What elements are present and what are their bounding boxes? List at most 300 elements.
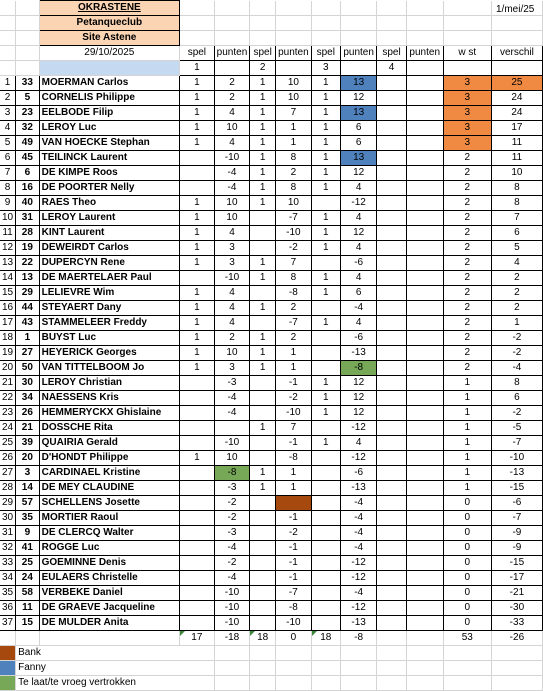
punten-2: 10	[276, 91, 312, 106]
player-number: 32	[16, 121, 39, 136]
spel-2	[250, 376, 276, 391]
punten-2: 10	[276, 196, 312, 211]
verschil: -6	[491, 496, 542, 511]
punten-1	[214, 421, 250, 436]
rank-cell: 12	[0, 241, 16, 256]
w-st: 2	[443, 241, 491, 256]
punten-3: 4	[340, 271, 377, 286]
spel-1	[180, 151, 215, 166]
date-subheader	[39, 61, 179, 76]
punten-1: 2	[214, 76, 250, 91]
punten-1: 4	[214, 106, 250, 121]
spel-4	[377, 451, 406, 466]
spel-4	[377, 511, 406, 526]
punten-1: -4	[214, 541, 250, 556]
punten-2: 1	[276, 481, 312, 496]
w-st: 1	[443, 466, 491, 481]
punten-3: -13	[340, 346, 377, 361]
spel-1	[180, 496, 215, 511]
punten-4	[406, 511, 443, 526]
spel-4	[377, 211, 406, 226]
punten-3: 12	[340, 226, 377, 241]
table-row	[0, 91, 543, 106]
total-s1: 17	[180, 631, 215, 646]
spel-2: 1	[250, 256, 276, 271]
spel-3	[311, 496, 340, 511]
spel-1: 1	[180, 361, 215, 376]
spel-4	[377, 181, 406, 196]
punten-4	[406, 436, 443, 451]
table-row	[0, 166, 543, 181]
spel-2: 1	[250, 106, 276, 121]
verschil: -7	[491, 511, 542, 526]
punten-2: 7	[276, 421, 312, 436]
punten-3: 4	[340, 316, 377, 331]
punten-3: 13	[340, 76, 377, 91]
player-name: LEROY Christian	[39, 376, 179, 391]
spel-3	[311, 586, 340, 601]
punten-4	[406, 601, 443, 616]
punten-1: 4	[214, 226, 250, 241]
rank-cell: 27	[0, 466, 16, 481]
spel-4	[377, 601, 406, 616]
player-number: 11	[16, 601, 39, 616]
punten-1: 3	[214, 361, 250, 376]
punten-4	[406, 241, 443, 256]
player-number: 33	[16, 76, 39, 91]
punten-1: -10	[214, 436, 250, 451]
w-st: 1	[443, 391, 491, 406]
spel-1	[180, 616, 215, 631]
punten-3: -8	[340, 361, 377, 376]
rank-cell: 19	[0, 346, 16, 361]
spel-3: 1	[311, 391, 340, 406]
punten-4	[406, 376, 443, 391]
punten-1: 10	[214, 211, 250, 226]
player-name: STEYAERT Dany	[39, 301, 179, 316]
player-number: 25	[16, 556, 39, 571]
table-row	[0, 616, 543, 631]
spel-1	[180, 376, 215, 391]
spel-4	[377, 391, 406, 406]
player-number: 1	[16, 331, 39, 346]
w-st: 2	[443, 256, 491, 271]
verschil: 24	[491, 106, 542, 121]
rank-cell: 32	[0, 541, 16, 556]
rank-cell: 15	[0, 286, 16, 301]
player-name: EELBODE Filip	[39, 106, 179, 121]
table-row	[0, 136, 543, 151]
verschil: 8	[491, 376, 542, 391]
spel-1: 1	[180, 121, 215, 136]
table-row	[0, 376, 543, 391]
verschil: -30	[491, 601, 542, 616]
spel-2	[250, 436, 276, 451]
spel-2	[250, 496, 276, 511]
w-st: 0	[443, 496, 491, 511]
punten-4	[406, 106, 443, 121]
rank-cell: 33	[0, 556, 16, 571]
punten-1: 10	[214, 346, 250, 361]
verschil: -21	[491, 586, 542, 601]
spel-4	[377, 436, 406, 451]
punten-2: -8	[276, 601, 312, 616]
verschil: -2	[491, 406, 542, 421]
punten-4	[406, 541, 443, 556]
verschil: -33	[491, 616, 542, 631]
punten-4	[406, 211, 443, 226]
rank-cell: 20	[0, 361, 16, 376]
verschil: 8	[491, 196, 542, 211]
punten-2: 8	[276, 151, 312, 166]
legend-swatch	[0, 646, 16, 661]
spel-4	[377, 286, 406, 301]
legend-label: Bank	[16, 646, 215, 661]
verschil: 10	[491, 166, 542, 181]
w-st: 2	[443, 286, 491, 301]
table-row	[0, 226, 543, 241]
spel-1: 1	[180, 241, 215, 256]
table-row	[0, 586, 543, 601]
spel-1	[180, 481, 215, 496]
verschil: 11	[491, 136, 542, 151]
punten-4	[406, 301, 443, 316]
player-number: 39	[16, 436, 39, 451]
verschil: -7	[491, 436, 542, 451]
table-row	[0, 526, 543, 541]
spel-4	[377, 316, 406, 331]
spel-3: 1	[311, 181, 340, 196]
punten-2: 1	[276, 346, 312, 361]
legend-swatch	[0, 676, 16, 691]
punten-3: -12	[340, 196, 377, 211]
spel-1: 1	[180, 196, 215, 211]
w-st: 1	[443, 406, 491, 421]
spel-3: 1	[311, 151, 340, 166]
rank-cell: 13	[0, 256, 16, 271]
spel-4	[377, 256, 406, 271]
punten-1: -4	[214, 571, 250, 586]
punten-1: 4	[214, 301, 250, 316]
punten-4	[406, 616, 443, 631]
verschil: 2	[491, 301, 542, 316]
spel-3: 1	[311, 166, 340, 181]
legend-label: Fanny	[16, 661, 215, 676]
player-number: 30	[16, 376, 39, 391]
punten-4	[406, 421, 443, 436]
punten-4	[406, 271, 443, 286]
punten-2: -1	[276, 436, 312, 451]
punten-3: 6	[340, 136, 377, 151]
spel-1	[180, 571, 215, 586]
verschil: -4	[491, 361, 542, 376]
punten-4	[406, 136, 443, 151]
punten-2: 2	[276, 331, 312, 346]
spel-3	[311, 616, 340, 631]
punten-4	[406, 196, 443, 211]
spel-4	[377, 91, 406, 106]
top-right-date: 1/mei/25	[496, 4, 535, 15]
player-name: MORTIER Raoul	[39, 511, 179, 526]
punten-4	[406, 361, 443, 376]
punten-2: -7	[276, 211, 312, 226]
spel-4	[377, 556, 406, 571]
spel-1: 1	[180, 286, 215, 301]
punten-1: 4	[214, 136, 250, 151]
rank-cell: 28	[0, 481, 16, 496]
player-name: NAESSENS Kris	[39, 391, 179, 406]
spel-1: 1	[180, 316, 215, 331]
spel-4	[377, 616, 406, 631]
punten-1: -4	[214, 406, 250, 421]
spel-3	[311, 421, 340, 436]
w-st: 2	[443, 361, 491, 376]
verschil: -17	[491, 571, 542, 586]
player-number: 3	[16, 466, 39, 481]
table-row	[0, 511, 543, 526]
punten-1: 3	[214, 241, 250, 256]
spel-2	[250, 316, 276, 331]
punten-3: -6	[340, 256, 377, 271]
player-number: 44	[16, 301, 39, 316]
table-row	[0, 286, 543, 301]
spel-4	[377, 541, 406, 556]
punten-2: 1	[276, 121, 312, 136]
player-number: 20	[16, 451, 39, 466]
table-row	[0, 211, 543, 226]
table-row	[0, 361, 543, 376]
punten-2: -10	[276, 406, 312, 421]
rank-cell: 30	[0, 511, 16, 526]
spel-1	[180, 166, 215, 181]
header-spel-2: spel	[250, 46, 276, 61]
spel-3: 1	[311, 316, 340, 331]
player-name: DE GRAEVE Jacqueline	[39, 601, 179, 616]
punten-4	[406, 166, 443, 181]
w-st: 0	[443, 616, 491, 631]
punten-2: 2	[276, 301, 312, 316]
rank-cell: 34	[0, 571, 16, 586]
spel-3	[311, 451, 340, 466]
rank-cell: 6	[0, 151, 16, 166]
rank-cell: 1	[0, 76, 16, 91]
spel-1	[180, 526, 215, 541]
player-number: 19	[16, 241, 39, 256]
player-number: 35	[16, 511, 39, 526]
rank-cell: 7	[0, 166, 16, 181]
punten-2: -7	[276, 316, 312, 331]
punten-4	[406, 151, 443, 166]
table-row	[0, 346, 543, 361]
w-st: 2	[443, 316, 491, 331]
table-row	[0, 421, 543, 436]
total-vs: -26	[491, 631, 542, 646]
table-row	[0, 151, 543, 166]
spel-3	[311, 361, 340, 376]
punten-1: -3	[214, 481, 250, 496]
w-st: 0	[443, 586, 491, 601]
spel-3	[311, 301, 340, 316]
rank-cell: 23	[0, 406, 16, 421]
header-punten-1: punten	[214, 46, 250, 61]
spel-1: 1	[180, 301, 215, 316]
punten-1: -3	[214, 376, 250, 391]
spel-4	[377, 376, 406, 391]
spel-4	[377, 421, 406, 436]
table-row	[0, 331, 543, 346]
verschil: 17	[491, 121, 542, 136]
player-number: 49	[16, 136, 39, 151]
spel-2: 1	[250, 151, 276, 166]
table-row	[0, 571, 543, 586]
w-st: 2	[443, 151, 491, 166]
rank-cell: 36	[0, 601, 16, 616]
spel-2: 1	[250, 346, 276, 361]
punten-1: -10	[214, 601, 250, 616]
punten-3: -12	[340, 451, 377, 466]
spel-4	[377, 361, 406, 376]
punten-1: -10	[214, 271, 250, 286]
player-name: LEROY Laurent	[39, 211, 179, 226]
spel-2: 1	[250, 271, 276, 286]
table-row	[0, 196, 543, 211]
header-punten-4: punten	[406, 46, 443, 61]
punten-1: 4	[214, 286, 250, 301]
punten-2: 1	[276, 136, 312, 151]
spel-1	[180, 466, 215, 481]
total-p2: 0	[276, 631, 312, 646]
spel-1: 1	[180, 91, 215, 106]
punten-3: -4	[340, 526, 377, 541]
total-s3: 18	[311, 631, 340, 646]
verschil: -10	[491, 451, 542, 466]
table-row	[0, 76, 543, 91]
player-name: SCHELLENS Josette	[39, 496, 179, 511]
punten-4	[406, 406, 443, 421]
punten-3: -6	[340, 466, 377, 481]
header-spel-1: spel	[180, 46, 215, 61]
punten-3: 4	[340, 181, 377, 196]
table-row	[0, 121, 543, 136]
player-number: 58	[16, 586, 39, 601]
punten-3: -13	[340, 616, 377, 631]
punten-1: -4	[214, 166, 250, 181]
punten-4	[406, 121, 443, 136]
punten-2: -1	[276, 571, 312, 586]
player-number: 57	[16, 496, 39, 511]
spel-2	[250, 241, 276, 256]
header-verschil: verschil	[491, 46, 542, 61]
punten-3: 12	[340, 91, 377, 106]
w-st: 3	[443, 76, 491, 91]
table-row	[0, 271, 543, 286]
spel-4	[377, 196, 406, 211]
punten-2: -10	[276, 226, 312, 241]
w-st: 1	[443, 481, 491, 496]
round-number-3: 3	[311, 61, 340, 76]
w-st: 3	[443, 106, 491, 121]
legend-item	[0, 676, 543, 691]
spel-1	[180, 391, 215, 406]
spel-4	[377, 121, 406, 136]
punten-4	[406, 451, 443, 466]
spel-3: 1	[311, 406, 340, 421]
spel-2: 1	[250, 76, 276, 91]
table-row	[0, 301, 543, 316]
table-row	[0, 451, 543, 466]
spel-3: 1	[311, 91, 340, 106]
spel-2: 1	[250, 466, 276, 481]
spel-2: 1	[250, 121, 276, 136]
w-st: 1	[443, 421, 491, 436]
rank-cell: 25	[0, 436, 16, 451]
spel-3	[311, 256, 340, 271]
punten-4	[406, 496, 443, 511]
player-name: TEILINCK Laurent	[39, 151, 179, 166]
rank-cell: 18	[0, 331, 16, 346]
player-number: 24	[16, 571, 39, 586]
rank-cell: 14	[0, 271, 16, 286]
club-name: Petanqueclub	[39, 16, 179, 31]
verschil: -13	[491, 466, 542, 481]
header-wst: w st	[443, 46, 491, 61]
punten-3: 4	[340, 241, 377, 256]
punten-3: 4	[340, 211, 377, 226]
player-name: D'HONDT Philippe	[39, 451, 179, 466]
verschil: 25	[491, 76, 542, 91]
punten-1: 10	[214, 451, 250, 466]
player-number: 23	[16, 106, 39, 121]
table-row	[0, 541, 543, 556]
w-st: 0	[443, 526, 491, 541]
spel-3: 1	[311, 376, 340, 391]
round-number-4: 4	[377, 61, 406, 76]
verschil: 5	[491, 241, 542, 256]
spel-3	[311, 346, 340, 361]
spel-3	[311, 481, 340, 496]
total-p1: -18	[214, 631, 250, 646]
punten-2: -1	[276, 511, 312, 526]
player-name: DE MEY CLAUDINE	[39, 481, 179, 496]
spel-3	[311, 511, 340, 526]
player-number: 34	[16, 391, 39, 406]
table-row	[0, 181, 543, 196]
player-name: DE MAERTELAER Paul	[39, 271, 179, 286]
player-number: 21	[16, 421, 39, 436]
player-number: 27	[16, 346, 39, 361]
player-name: DE POORTER Nelly	[39, 181, 179, 196]
w-st: 1	[443, 376, 491, 391]
punten-2: -8	[276, 286, 312, 301]
total-p3: -8	[340, 631, 377, 646]
spel-4	[377, 331, 406, 346]
spel-3	[311, 526, 340, 541]
rank-cell: 4	[0, 121, 16, 136]
w-st: 2	[443, 196, 491, 211]
rank-cell: 5	[0, 136, 16, 151]
w-st: 2	[443, 331, 491, 346]
punten-3: -4	[340, 496, 377, 511]
player-number: 45	[16, 151, 39, 166]
player-number: 31	[16, 211, 39, 226]
table-row	[0, 256, 543, 271]
player-name: QUAIRIA Gerald	[39, 436, 179, 451]
legend-item	[0, 661, 543, 676]
spel-4	[377, 76, 406, 91]
punten-3: -12	[340, 601, 377, 616]
spel-2: 1	[250, 331, 276, 346]
table-row	[0, 601, 543, 616]
